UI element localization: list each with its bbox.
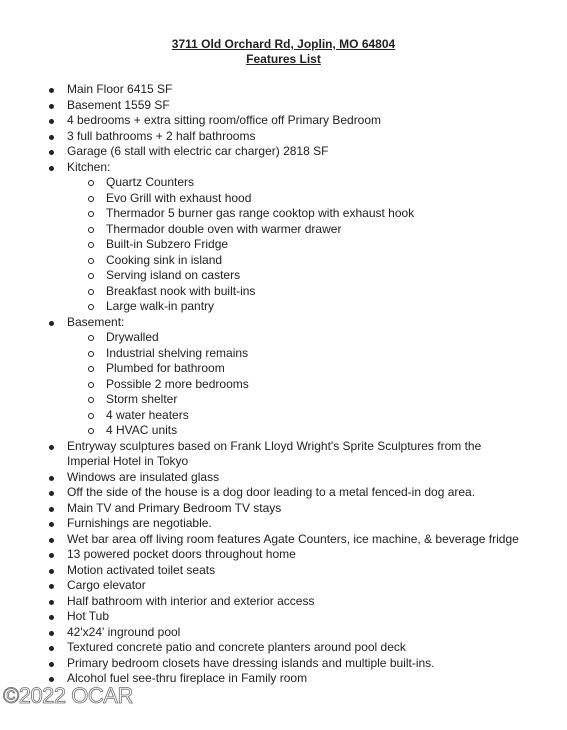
feature-subitem: Large walk-in pantry — [0, 299, 567, 315]
feature-item: Garage (6 stall with electric car charger) 2818 SF — [0, 144, 567, 160]
feature-item: Half bathroom with interior and exterior access — [0, 594, 567, 610]
feature-item: Alcohol fuel see-thru fireplace in Family room — [0, 671, 567, 687]
feature-item: Basement: — [0, 315, 567, 331]
feature-item: Off the side of the house is a dog door leading to a metal fenced-in dog area. — [0, 485, 567, 501]
feature-subitem: Quartz Counters — [0, 175, 567, 191]
feature-subitem: Built-in Subzero Fridge — [0, 237, 567, 253]
feature-subitem: Cooking sink in island — [0, 253, 567, 269]
feature-item: Wet bar area off living room features Agate Counters, ice machine, & beverage fridge — [0, 532, 567, 548]
feature-item: 13 powered pocket doors throughout home — [0, 547, 567, 563]
feature-subitem: Drywalled — [0, 330, 567, 346]
feature-item: Hot Tub — [0, 609, 567, 625]
feature-item: 4 bedrooms + extra sitting room/office off Primary Bedroom — [0, 113, 567, 129]
feature-subitem: 4 water heaters — [0, 408, 567, 424]
feature-item: Motion activated toilet seats — [0, 563, 567, 579]
feature-item: Windows are insulated glass — [0, 470, 567, 486]
feature-item: Kitchen: — [0, 160, 567, 176]
feature-subitem: Serving island on casters — [0, 268, 567, 284]
feature-subitem: Possible 2 more bedrooms — [0, 377, 567, 393]
page-subtitle: Features List — [246, 52, 321, 66]
feature-subitem: Breakfast nook with built-ins — [0, 284, 567, 300]
copyright-watermark: ©2022 OCAR — [3, 683, 133, 708]
feature-item: Cargo elevator — [0, 578, 567, 594]
feature-subitem: Plumbed for bathroom — [0, 361, 567, 377]
feature-item: Main Floor 6415 SF — [0, 82, 567, 98]
feature-item: Main TV and Primary Bedroom TV stays — [0, 501, 567, 517]
feature-subitem: Thermador 5 burner gas range cooktop with exhaust hook — [0, 206, 567, 222]
page-title: 3711 Old Orchard Rd, Joplin, MO 64804 — [171, 37, 396, 51]
feature-subitem: Storm shelter — [0, 392, 567, 408]
feature-item: 42'x24' inground pool — [0, 625, 567, 641]
feature-subitem: Thermador double oven with warmer drawer — [0, 222, 567, 238]
feature-item: Entryway sculptures based on Frank Lloyd Wright's Sprite Sculptures from the Imperial Hotel in Tokyo — [0, 439, 567, 470]
feature-item: Furnishings are negotiable. — [0, 516, 567, 532]
feature-item: Primary bedroom closets have dressing islands and multiple built-ins. — [0, 656, 567, 672]
feature-item: Basement 1559 SF — [0, 98, 567, 114]
feature-item: 3 full bathrooms + 2 half bathrooms — [0, 129, 567, 145]
feature-subitem: Industrial shelving remains — [0, 346, 567, 362]
features-list — [0, 82, 567, 687]
feature-subitem: 4 HVAC units — [0, 423, 567, 439]
feature-subitem: Evo Grill with exhaust hood — [0, 191, 567, 207]
feature-item: Textured concrete patio and concrete planters around pool deck — [0, 640, 567, 656]
